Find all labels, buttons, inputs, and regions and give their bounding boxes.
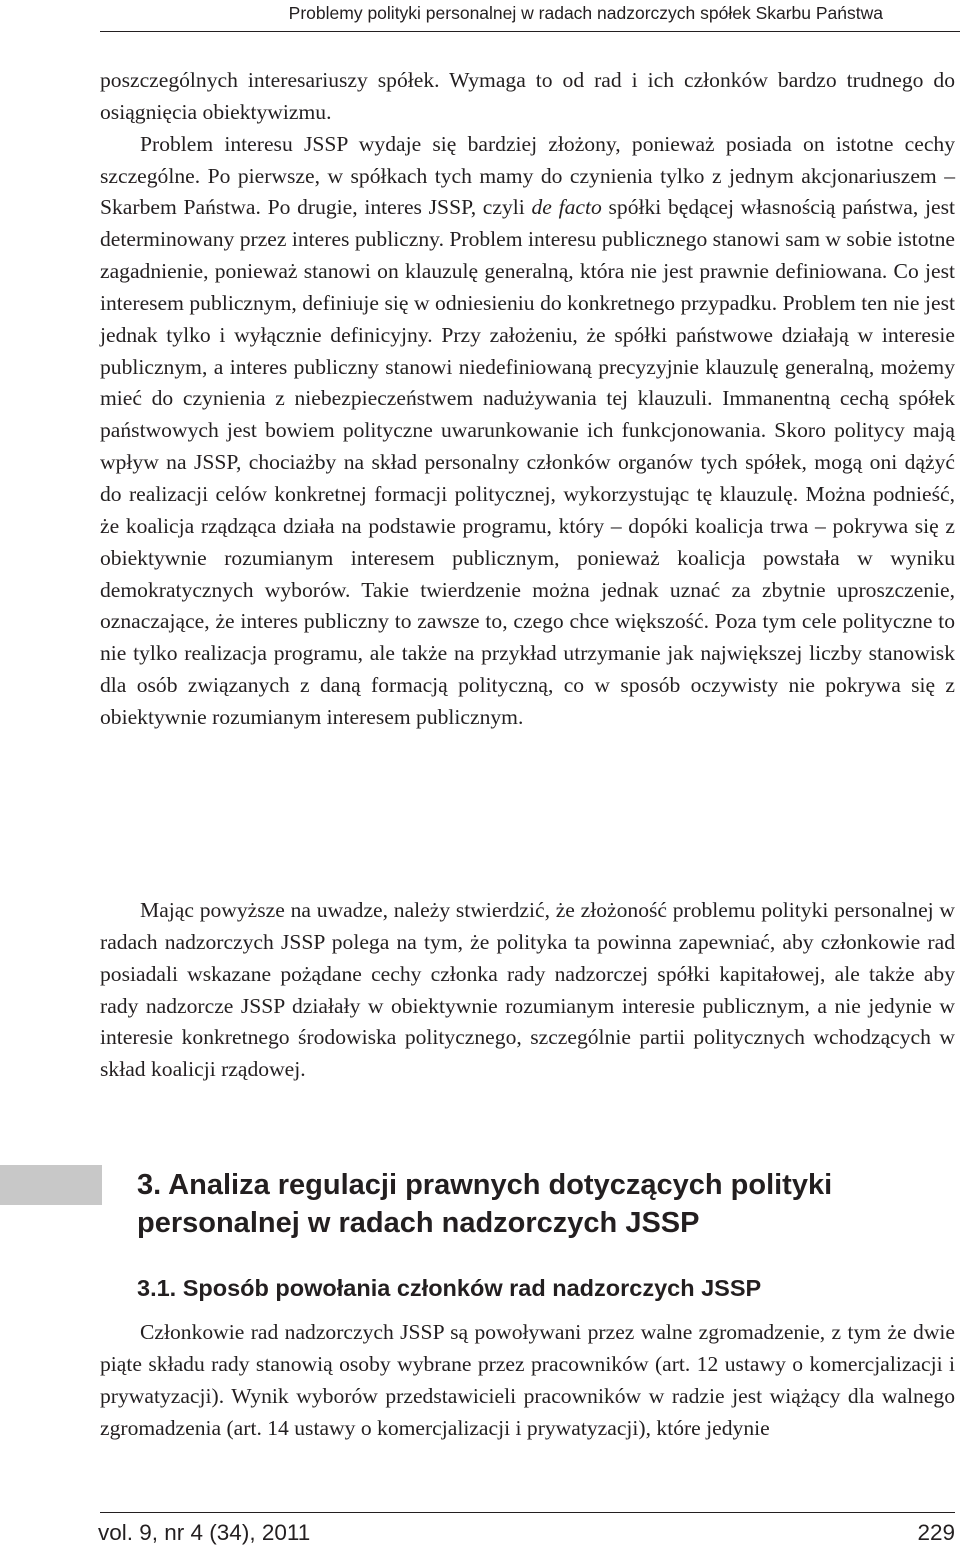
page-number: 229 [917,1520,955,1545]
paragraph-text: spółki będącej własnością państwa, jest determinowany przez interes publiczny. Problem interesu publicznego stanowi sam w sobie istotne zagadnienie, ponieważ stanowi on klauzulę generalną, która nie jest prawnie definiowana. Co jest interesem publicznym, definiuje się w odniesieniu do konkretnego przypadku. Problem ten nie jest jednak tylko i wyłącznie definicyjny. Przy założeniu, że spółki państwowe działają w interesie publicznym, a interes publiczny stanowi niedefiniowaną precyzyjnie klauzulę generalną, możemy mieć do czynienia z niebezpieczeństwem nadużywania tej klauzuli. Immanentną cechą spółek państwowych jest bowiem polityczne uwarunkowanie ich funkcjonowania. Skoro politycy mają wpływ na JSSP, chociażby na skład personalny członków organów tych spółek, mogą oni dążyć do realizacji celów konkretnej formacji politycznej, wykorzystując tę klauzulę. Można podnieść, że koalicja rządząca działa na podstawie programu, który – dopóki koalicja trwa – pokrywa się z obiektywnie rozumianym interesem publicznym, ponieważ koalicja powstała w wyniku demokratycznych wyborów. Takie twierdzenie można jednak uznać za zbytnie uproszczenie, oznaczające, że interes publiczny to zawsze to, czego chce większość. Poza tym cele polityczne to nie tylko realizacja programu, ale także na przykład utrzymanie jak największej liczby stanowisk dla osób związanych z daną formacją polityczną, co w sposób oczywisty nie pokrywa się z obiektywnie rozumianym interesem publicznym. [100,195,955,729]
section-marker-bar [0,1165,102,1205]
running-header [100,0,960,32]
paragraph-text: poszczególnych interesariuszy spółek. Wymaga to od rad i ich członków bardzo trudnego do osiągnięcia obiektywizmu. [100,68,955,124]
page-footer [100,1512,955,1549]
paragraph: Członkowie rad nadzorczych JSSP są powoływani przez walne zgromadzenie, z tym że dwie piąte składu rady stanowią osoby wybrane przez pracowników (art. 12 ustawy o komercjalizacji i prywatyzacji). Wynik wyborów przedstawicieli pracowników w radzie jest wiążący dla walnego zgromadzenia (art. 14 ustawy o komercjalizacji i prywatyzacji), które jedynie [100,1320,955,1440]
subsection-heading: 3.1. Sposób powołania członków rad nadzorczych JSSP [137,1275,762,1301]
paragraph-text: Problem interesu JSSP wydaje się bardziej złożony, ponieważ posiada on istotne cechy szczególne. Po pierwsze, w spółkach tych mamy do czynienia tylko z jednym akcjonariuszem – Skarbem Państwa. Po drugie, interes JSSP, czyli [100,131,955,220]
italic-phrase: de facto [531,195,602,220]
paragraph: Mając powyższe na uwadze, należy stwierdzić, że złożoność problemu polityki personalnej w radach nadzorczych JSSP polega na tym, że polityka ta powinna zapewniać, aby członkowie rad posiadali wskazane pożądane cechy członka rady nadzorczej spółki kapitałowej, ale także aby rady nadzorcze JSSP działały w obiektywnie rozumianym interesie publicznym, a nie jedynie w interesie konkretnego środowiska politycznego, szczególnie partii politycznych wchodzących w skład koalicji rządowej. [100,898,955,1082]
paragraph-continued [100,65,955,734]
issue-info: vol. 9, nr 4 (34), 2011 [98,1520,311,1545]
section-heading: 3. Analiza regulacji prawnych dotyczących polityki personalnej w radach nadzorczych JSSP [137,1169,833,1239]
running-title: Problemy polityki personalnej w radach nadzorczych spółek Skarbu Państwa [288,3,883,23]
